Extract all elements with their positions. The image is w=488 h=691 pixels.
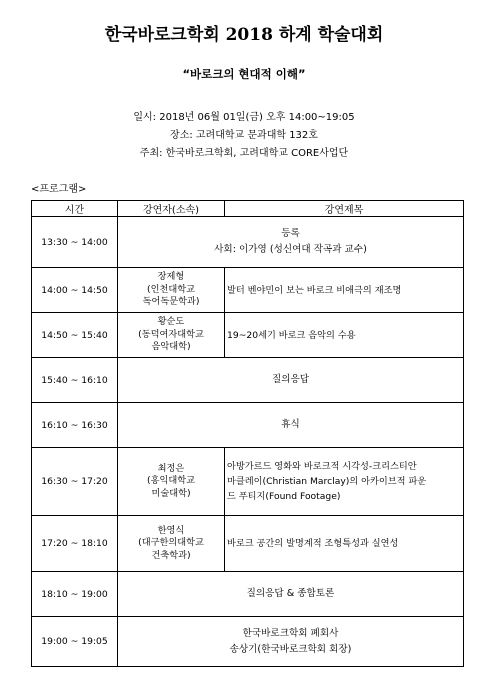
speaker-affiliation: 독어독문학과) bbox=[142, 296, 200, 308]
event-host: 주최: 한국바로크학회, 고려대학교 CORE사업단 bbox=[139, 148, 349, 159]
event-venue: 장소: 고려대학교 문과대학 132호 bbox=[170, 130, 318, 141]
merged-line: 사회: 이가영 (성신여대 작곡과 교수) bbox=[214, 244, 367, 255]
merged-cell bbox=[118, 403, 464, 448]
time-cell: 18:10 ~ 19:00 bbox=[32, 572, 118, 617]
merged-cell bbox=[118, 572, 464, 617]
table-row bbox=[32, 617, 464, 667]
speaker-affiliation: (인천대학교 bbox=[147, 283, 195, 295]
topic-line: 드 푸티지(Found Footage) bbox=[227, 491, 341, 502]
time-cell: 16:10 ~ 16:30 bbox=[32, 403, 118, 448]
table-row bbox=[32, 516, 464, 572]
speaker-cell bbox=[118, 313, 225, 358]
speaker-name: 최정은 bbox=[157, 462, 185, 474]
merged-line: 송상기(한국바로크학회 회장) bbox=[229, 643, 352, 655]
topic-cell bbox=[225, 448, 464, 516]
time-cell: 17:20 ~ 18:10 bbox=[32, 516, 118, 572]
merged-line: 등록 bbox=[281, 228, 300, 239]
topic-cell bbox=[225, 313, 464, 358]
speaker-affiliation: (동덕여자대학교 bbox=[138, 328, 204, 340]
speaker-name: 황순도 bbox=[157, 316, 185, 328]
merged-line: 휴식 bbox=[281, 419, 300, 430]
speaker-affiliation: (홍익대학교 bbox=[147, 475, 195, 487]
table-row bbox=[32, 313, 464, 358]
table-header-row bbox=[32, 201, 464, 217]
speaker-affiliation: 건축학과) bbox=[151, 549, 191, 561]
merged-cell bbox=[118, 617, 464, 667]
merged-line: 질의응답 bbox=[271, 374, 310, 385]
table-row bbox=[32, 268, 464, 313]
program-table bbox=[31, 200, 464, 667]
table-row bbox=[32, 448, 464, 516]
topic-line: 발터 벤야민이 보는 바로크 비애극의 재조명 bbox=[227, 284, 402, 296]
document-title: 한국바로크학회 2018 하계 학술대회 bbox=[104, 25, 384, 45]
speaker-affiliation: 미술대학) bbox=[151, 487, 191, 499]
document-subtitle: “바로크의 현대적 이해” bbox=[182, 67, 306, 81]
speaker-affiliation: 음악대학) bbox=[151, 341, 191, 353]
topic-line: 아방가르드 영화와 바로크적 시각성-크리스티안 bbox=[227, 461, 417, 472]
speaker-cell bbox=[118, 268, 225, 313]
time-cell: 19:00 ~ 19:05 bbox=[32, 617, 118, 667]
table-row bbox=[32, 217, 464, 268]
table-row bbox=[32, 358, 464, 403]
merged-cell bbox=[118, 217, 464, 268]
time-cell: 16:30 ~ 17:20 bbox=[32, 448, 118, 516]
merged-line: 한국바로크학회 폐회사 bbox=[242, 627, 339, 639]
topic-cell bbox=[225, 268, 464, 313]
time-cell: 13:30 ~ 14:00 bbox=[32, 217, 118, 268]
merged-cell bbox=[118, 358, 464, 403]
speaker-name: 장제형 bbox=[157, 271, 185, 283]
table-row bbox=[32, 572, 464, 617]
topic-cell bbox=[225, 516, 464, 572]
time-cell: 15:40 ~ 16:10 bbox=[32, 358, 118, 403]
topic-line: 19~20세기 바로크 음악의 수용 bbox=[227, 329, 356, 341]
merged-line: 질의응답 & 종합토론 bbox=[246, 588, 335, 599]
speaker-affiliation: (대구한의대학교 bbox=[138, 537, 204, 549]
column-header-time: 시간 bbox=[32, 201, 118, 217]
table-row bbox=[32, 403, 464, 448]
column-header-speaker: 강연자(소속) bbox=[118, 201, 225, 217]
topic-line: 바로크 공간의 발명계적 조형특성과 실연성 bbox=[227, 538, 399, 549]
program-label: <프로그램> bbox=[31, 184, 87, 195]
time-cell: 14:50 ~ 15:40 bbox=[32, 313, 118, 358]
speaker-cell bbox=[118, 516, 225, 572]
topic-line: 마클레이(Christian Marclay)의 아카이브적 파운 bbox=[227, 476, 427, 487]
speaker-cell bbox=[118, 448, 225, 516]
time-cell: 14:00 ~ 14:50 bbox=[32, 268, 118, 313]
speaker-name: 한영식 bbox=[157, 524, 185, 536]
column-header-topic: 강연제목 bbox=[225, 201, 464, 217]
event-date: 일시: 2018년 06월 01일(금) 오후 14:00~19:05 bbox=[133, 112, 355, 123]
